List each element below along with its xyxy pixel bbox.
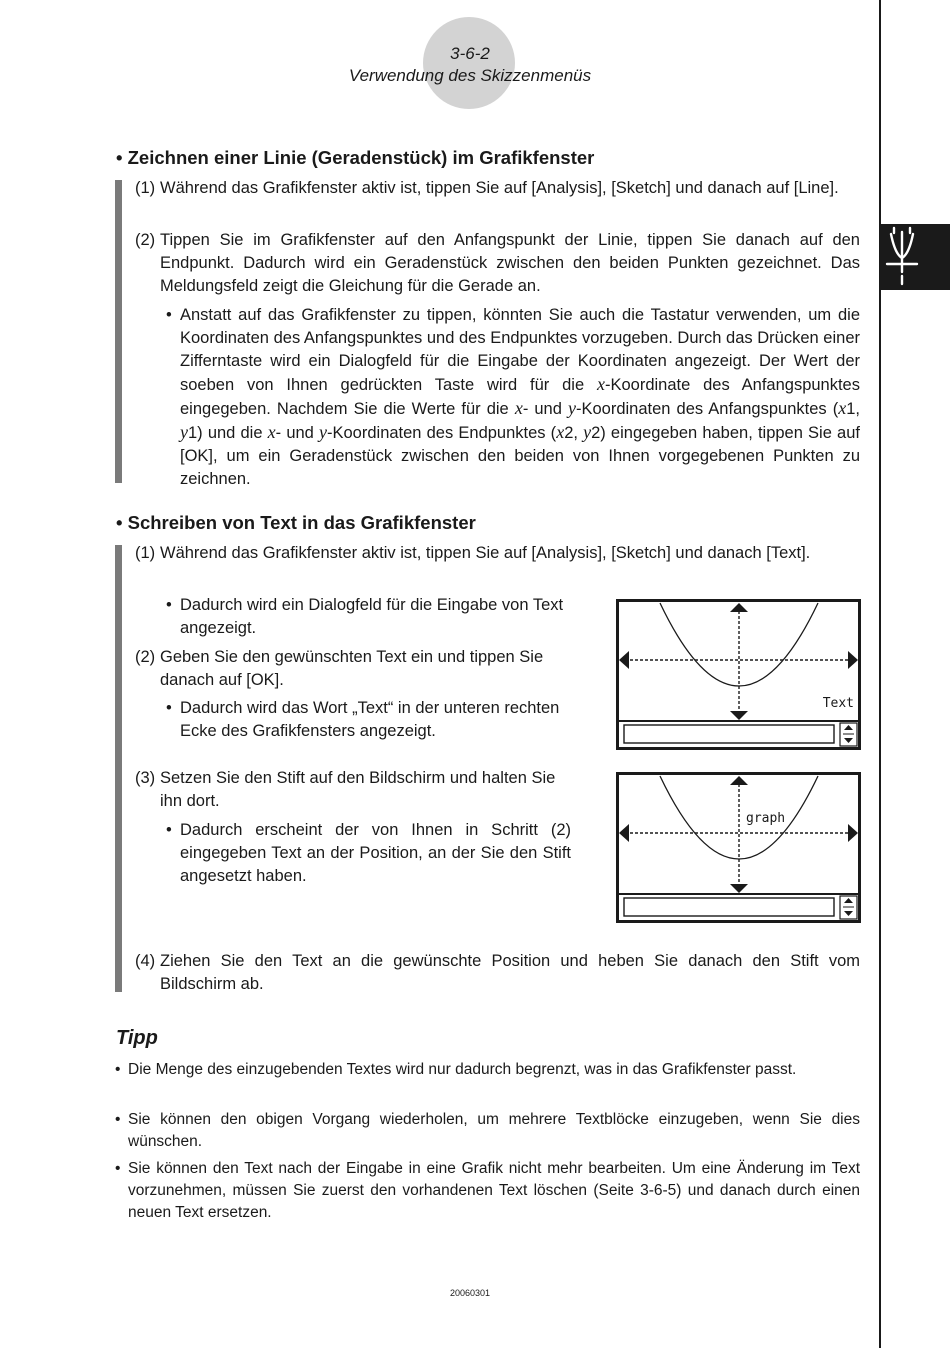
bullet-dot: • [166, 596, 172, 614]
calculator-screen-graph [616, 772, 861, 929]
step-1 [135, 542, 860, 565]
section-bullet: • [116, 147, 128, 168]
note-text: Dadurch wird das Wort „Text“ in der unteren rechten Ecke des Grafikfensters angezeigt. [180, 699, 560, 740]
section-heading-line: • Zeichnen einer Linie (Geradenstück) im Grafikfenster [116, 147, 595, 168]
step-number: (2) [135, 231, 156, 249]
note-bullet [166, 304, 860, 491]
bullet-dot: • [115, 1061, 121, 1078]
step-number: (2) [135, 648, 156, 666]
step-text: Während das Grafikfenster aktiv ist, tippen Sie auf [Analysis], [Sketch] und danach auf [Line]. [160, 179, 839, 197]
bullet-dot: • [166, 306, 172, 324]
bullet-dot: • [115, 1111, 121, 1128]
tipp-text: Die Menge des einzugebenden Textes wird nur dadurch begrenzt, was in das Grafikfenster passt. [128, 1061, 797, 1078]
note-text: Dadurch erscheint der von Ihnen in Schritt (2) eingegeben Text an der Position, an der Sie den Stift angesetzt haben. [180, 821, 571, 885]
step-text: Geben Sie den gewünschten Text ein und tippen Sie danach auf [OK]. [160, 648, 544, 689]
page-number: 3-6-2 [450, 44, 490, 63]
right-margin-rule [879, 0, 881, 1348]
note-text: Anstatt auf das Grafikfenster zu tippen, könnten Sie auch die Tastatur verwenden, um die Koordinaten des Anfangspunktes und des Endpunktes vorzugeben. Durch das Drücken einer Zifferntaste wird ein Dialogfeld für die Eingabe der Koordinaten angezeigt. Der Wert der soeben von Ihnen gedrückten Taste wird für die x-Koordinate des Anfangspunktes eingegeben. Nachdem Sie die Werte für die x- und y-Koordinaten des Anfangspunktes (x1, y1) und die x- und y-Koordinaten des Endpunktes (x2, y2) eingegeben haben, tippen Sie auf [OK], um ein Geradenstück zwischen den beiden von Ihnen vorgegebenen Punkten zu zeichnen. [180, 306, 860, 488]
graph-text-label: Text [822, 696, 854, 711]
section-sidebar [115, 545, 122, 992]
step-3 [135, 767, 575, 813]
section-heading-text: • Schreiben von Text in das Grafikfenster [116, 512, 476, 533]
tipp-text: Sie können den Text nach der Eingabe in eine Grafik nicht mehr bearbeiten. Um eine Änderung im Text vorzunehmen, müssen Sie zuerst den vorhandenen Text löschen (Seite 3-6-5) und danach durch einen neuen Text ersetzen. [128, 1160, 860, 1221]
tipp-text: Sie können den obigen Vorgang wiederholen, um mehrere Textblöcke einzugeben, wenn Sie dies wünschen. [128, 1111, 860, 1150]
step-number: (4) [135, 952, 156, 970]
tipp-item [115, 1158, 860, 1224]
note-text: Dadurch wird ein Dialogfeld für die Eingabe von Text angezeigt. [180, 596, 564, 637]
bullet-dot: • [115, 1160, 121, 1177]
note-bullet [166, 594, 571, 640]
graph-window [616, 772, 861, 924]
step-number: (1) [135, 179, 156, 197]
chapter-tab [881, 224, 950, 290]
calculator-screen-text [616, 599, 861, 756]
note-bullet [166, 819, 571, 888]
bullet-dot: • [166, 821, 172, 839]
section-bullet: • [116, 512, 128, 533]
footer-code: 20060301 [449, 1288, 491, 1298]
step-1 [135, 177, 860, 200]
step-text: Setzen Sie den Stift auf den Bildschirm und halten Sie ihn dort. [160, 769, 556, 810]
step-text: Ziehen Sie den Text an die gewünschte Position und heben Sie danach den Stift vom Bildschirm ab. [160, 952, 860, 993]
step-4 [135, 950, 860, 996]
graph-window [616, 599, 861, 751]
message-box [624, 898, 834, 916]
tipp-item [115, 1109, 860, 1153]
graph-text-label: graph [746, 811, 786, 826]
step-2 [135, 646, 575, 692]
step-text: Während das Grafikfenster aktiv ist, tippen Sie auf [Analysis], [Sketch] und danach [Text]. [160, 544, 811, 562]
graph-sketch-icon [881, 224, 950, 290]
bullet-dot: • [166, 699, 172, 717]
message-box [624, 725, 834, 743]
tipp-item [115, 1059, 860, 1081]
step-2 [135, 229, 860, 298]
step-text: Tippen Sie im Grafikfenster auf den Anfangspunkt der Linie, tippen Sie danach auf den Endpunkt. Dadurch wird ein Geradenstück zwischen den beiden Punkten gezeichnet. Das Meldungsfeld zeigt die Gleichung für die Gerade an. [160, 231, 860, 295]
tipp-heading: Tipp [116, 1027, 158, 1049]
note-bullet [166, 697, 571, 743]
section-sidebar [115, 180, 122, 483]
page-title: Verwendung des Skizzenmenüs [348, 66, 592, 85]
step-number: (3) [135, 769, 156, 787]
step-number: (1) [135, 544, 156, 562]
